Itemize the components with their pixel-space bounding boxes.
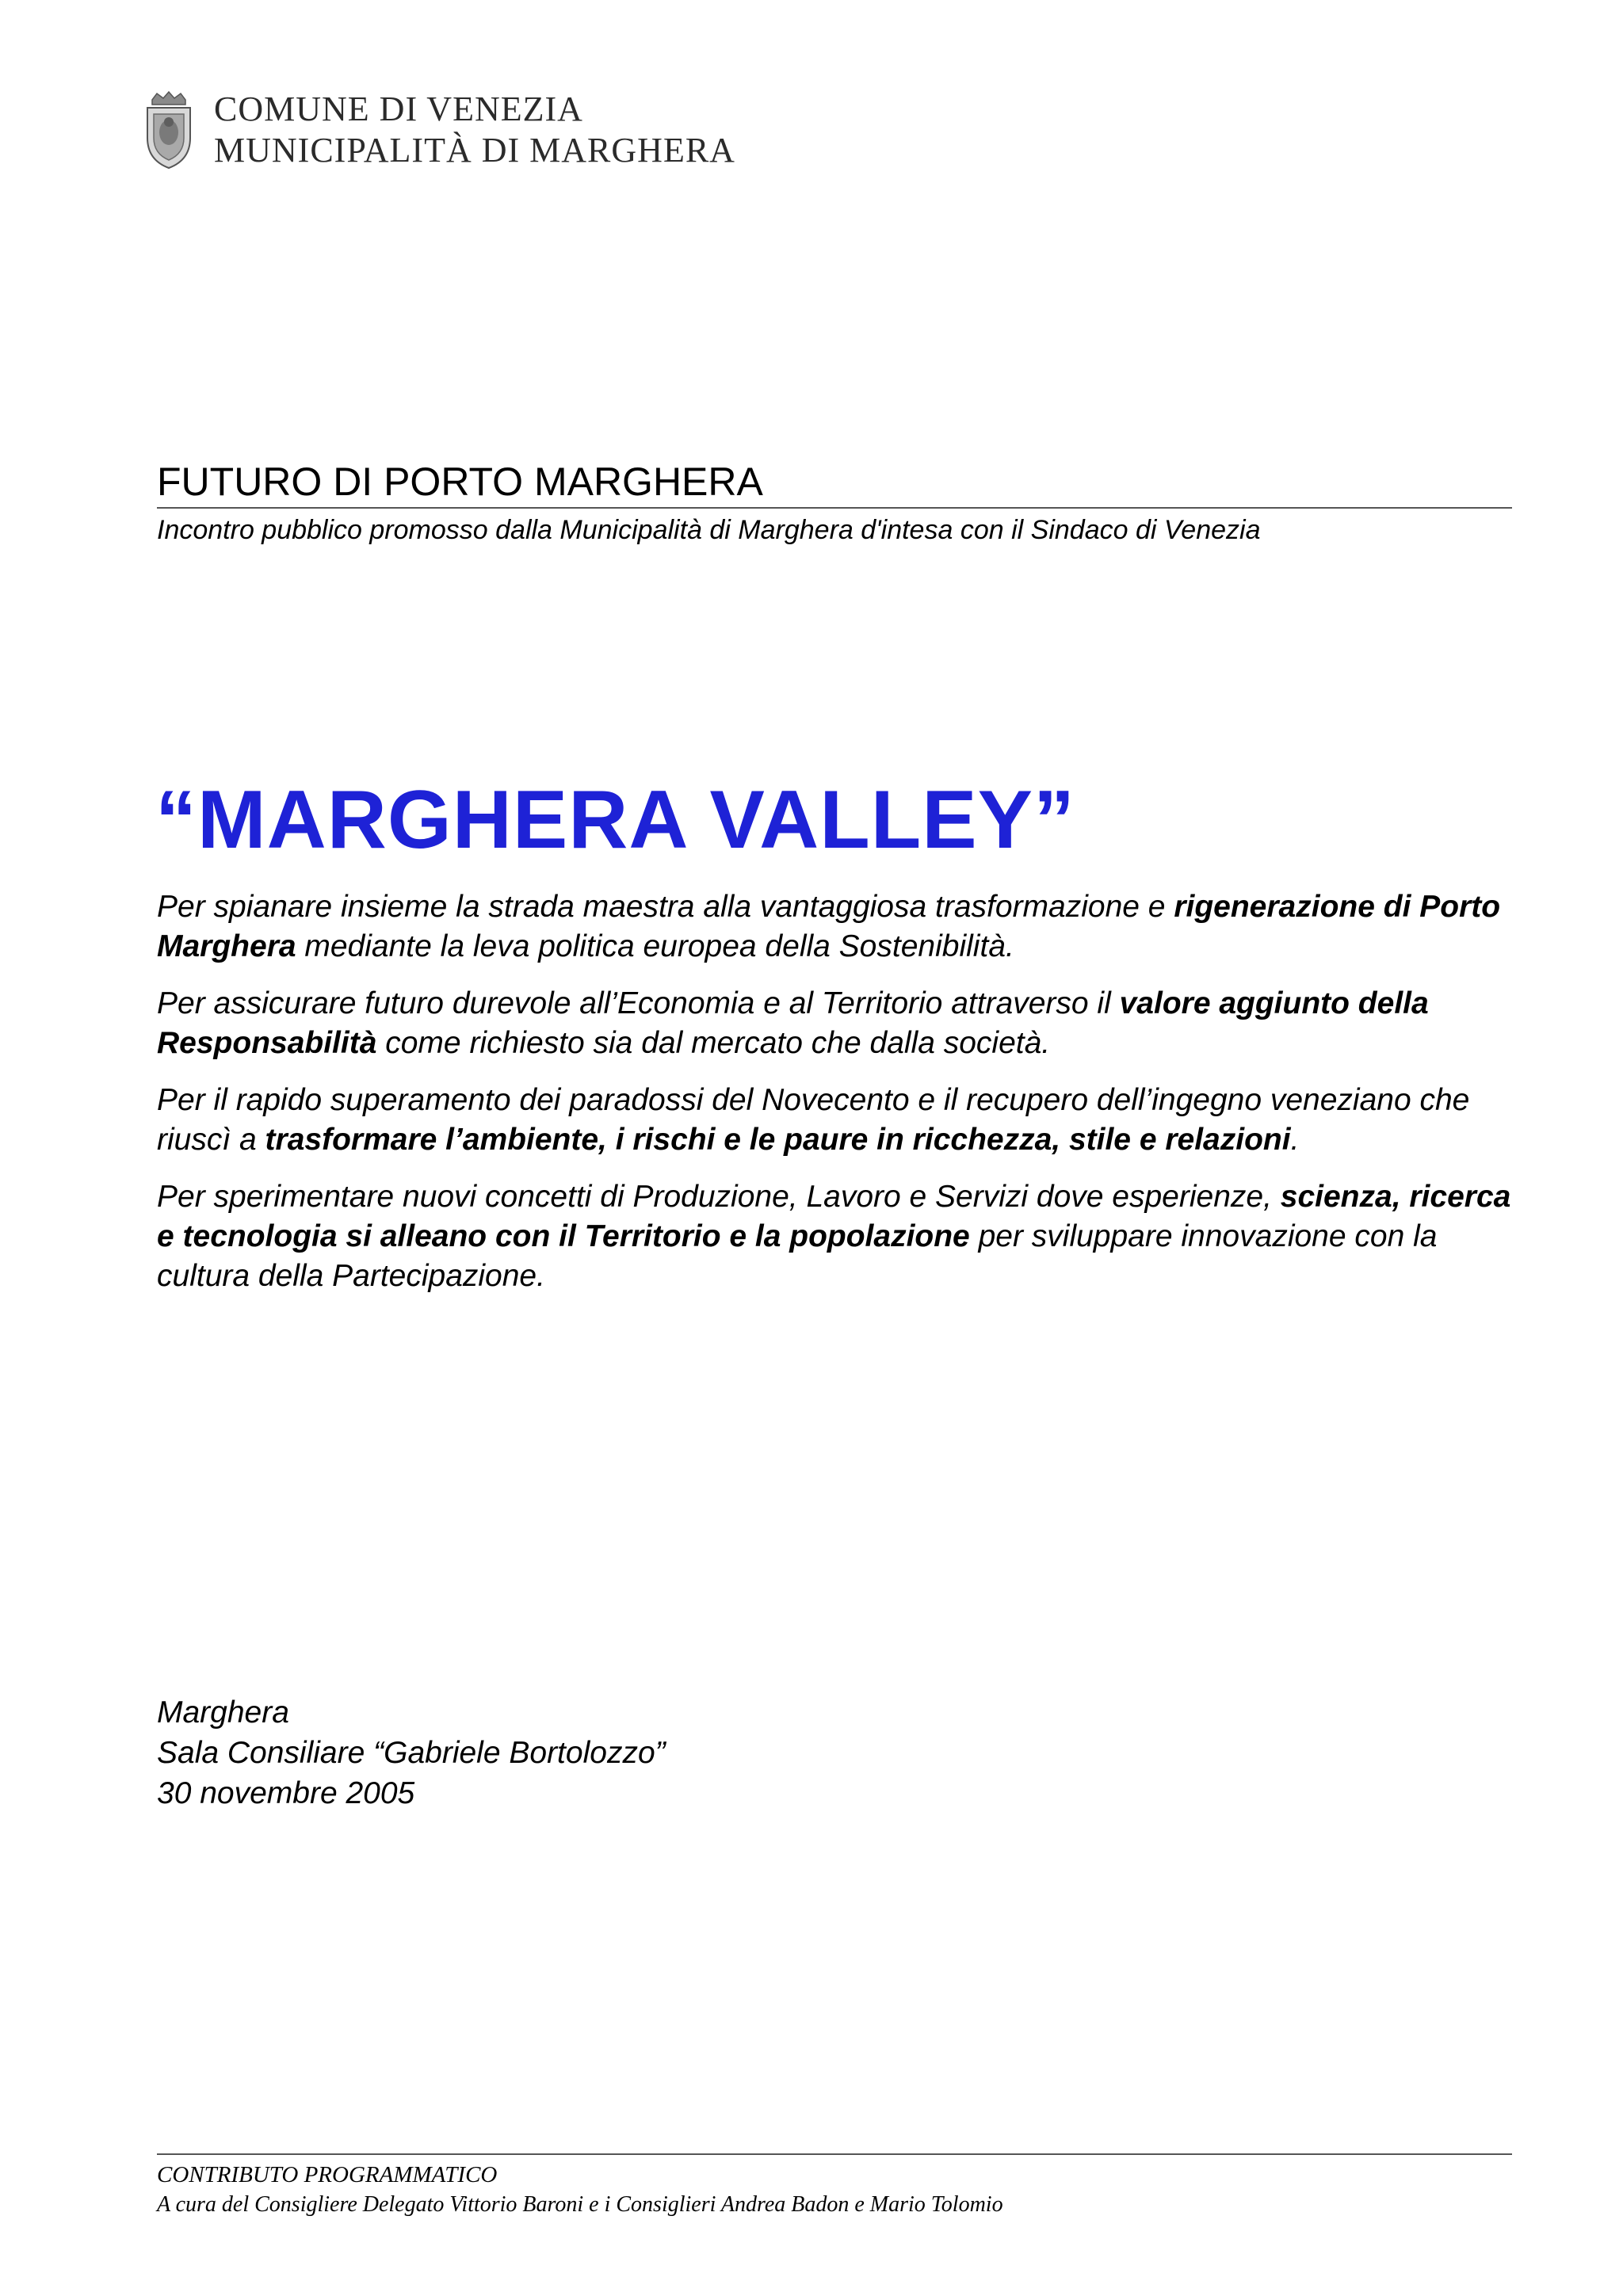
venice-crest-icon xyxy=(141,89,197,171)
body-paragraphs xyxy=(157,887,1520,1314)
footer-credits: A cura del Consigliere Delegato Vittorio Baroni e i Consiglieri Andrea Badon e Mario Tolomio xyxy=(157,2192,1003,2217)
footer xyxy=(157,2153,1512,2220)
venue-name: Sala Consiliare “Gabriele Bortolozzo” xyxy=(157,1736,666,1770)
footer-title: CONTRIBUTO PROGRAMMATICO xyxy=(157,2162,498,2187)
event-heading xyxy=(157,458,1512,548)
letterhead xyxy=(141,89,735,171)
event-title: FUTURO DI PORTO MARGHERA xyxy=(157,458,1512,509)
venue-city: Marghera xyxy=(157,1695,289,1730)
org-line-2: MUNICIPALITÀ DI MARGHERA xyxy=(214,131,735,170)
paragraph: Per sperimentare nuovi concetti di Produzione, Lavoro e Servizi dove esperienze, scienza, ricerca e tecnologia si alleano con il Territorio e la popolazione per sviluppare innovazione con la cultura della Partecipazione. xyxy=(157,1180,1511,1293)
paragraph: Per spianare insieme la strada maestra alla vantaggiosa trasformazione e rigenerazione di Porto Marghera mediante la leva politica europea della Sostenibilità. xyxy=(157,890,1501,963)
org-line-1: COMUNE DI VENEZIA xyxy=(214,90,583,128)
venue-block xyxy=(157,1692,666,1814)
paragraph: Per assicurare futuro durevole all’Economia e al Territorio attraverso il valore aggiunto della Responsabilità come richiesto sia dal mercato che dalla società. xyxy=(157,986,1429,1060)
paragraph: Per il rapido superamento dei paradossi del Novecento e il recupero dell’ingegno veneziano che riuscì a trasformare l’ambiente, i rischi e le paure in ricchezza, stile e relazioni. xyxy=(157,1083,1470,1157)
event-date: 30 novembre 2005 xyxy=(157,1776,415,1810)
headline: “MARGHERA VALLEY” xyxy=(155,774,1075,866)
event-subtitle: Incontro pubblico promosso dalla Municipalità di Marghera d'intesa con il Sindaco di Venezia xyxy=(157,515,1261,545)
organization-name xyxy=(214,89,735,171)
